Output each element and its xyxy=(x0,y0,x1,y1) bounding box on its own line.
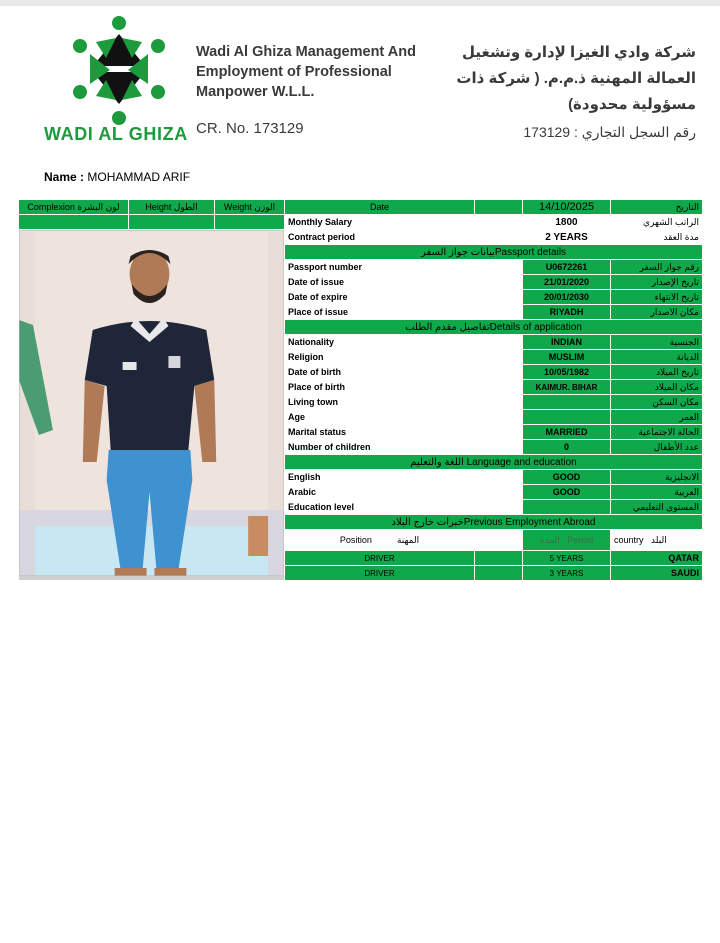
application-section-title: تفاصيل مقدم الطلبDetails of application xyxy=(285,320,703,335)
date-value: 14/10/2025 xyxy=(523,200,611,215)
dob-label: Date of birth xyxy=(285,365,475,380)
passport-section-title: بيانات جواز السفرPassport details xyxy=(285,245,703,260)
passport-number-label-ar: رقم جواز السفر xyxy=(611,260,703,275)
top-header-row xyxy=(19,200,703,215)
living-town-label: Living town xyxy=(285,395,475,410)
name-label: Name : xyxy=(44,170,85,184)
brand-wordmark: WADI AL GHIZA xyxy=(44,124,188,144)
application-form xyxy=(18,199,703,581)
date-label-ar: التاريخ xyxy=(611,200,703,215)
company-logo xyxy=(66,14,172,130)
place-of-issue-label-ar: مكان الاصدار xyxy=(611,305,703,320)
employment-position: DRIVER xyxy=(285,551,475,566)
living-town-value xyxy=(523,395,611,410)
nationality-value: INDIAN xyxy=(523,335,611,350)
passport-number-value: U0672261 xyxy=(523,260,611,275)
country-header-en: country xyxy=(614,534,644,545)
letterhead xyxy=(0,6,720,164)
contract-value: 2 YEARS xyxy=(523,230,611,245)
issue-date-label-ar: تاريخ الإصدار xyxy=(611,275,703,290)
employment-section-title: خبرات خارج البلادPrevious Employment Abroad xyxy=(285,515,703,530)
english-label-ar: الانجليزية xyxy=(611,470,703,485)
contract-label: Contract period xyxy=(285,230,475,245)
children-label: Number of children xyxy=(285,440,475,455)
height-header: Height الطول xyxy=(129,200,215,215)
passport-number-label: Passport number xyxy=(285,260,475,275)
expire-date-value: 20/01/2030 xyxy=(523,290,611,305)
employment-period: 3 YEARS xyxy=(523,566,611,581)
arabic-value: GOOD xyxy=(523,485,611,500)
age-label-ar: العمر xyxy=(611,410,703,425)
religion-label: Religion xyxy=(285,350,475,365)
pob-label: Place of birth xyxy=(285,380,475,395)
issue-date-label: Date of issue xyxy=(285,275,475,290)
complexion-header: Complexion لون البشرة xyxy=(19,200,129,215)
period-header xyxy=(523,530,611,551)
cr-number-ar: رقم السجل التجاري : 173129 xyxy=(523,124,696,140)
employment-country: QATAR xyxy=(611,551,703,566)
living-town-label-ar: مكان السكن xyxy=(611,395,703,410)
employment-position: DRIVER xyxy=(285,566,475,581)
employment-period: 5 YEARS xyxy=(523,551,611,566)
country-header xyxy=(611,530,703,551)
education-value xyxy=(523,500,611,515)
children-value: 0 xyxy=(523,440,611,455)
photo-cell xyxy=(19,230,285,581)
complexion-value xyxy=(19,215,129,230)
language-section-title: اللغة والتعليم Language and education xyxy=(285,455,703,470)
nationality-label: Nationality xyxy=(285,335,475,350)
period-header-en: Period xyxy=(567,534,594,545)
religion-label-ar: الديانة xyxy=(611,350,703,365)
position-header xyxy=(285,530,475,551)
religion-value: MUSLIM xyxy=(523,350,611,365)
children-label-ar: عدد الأطفال xyxy=(611,440,703,455)
height-value xyxy=(129,215,215,230)
marital-value: MARRIED xyxy=(523,425,611,440)
contract-row xyxy=(19,230,703,245)
salary-row xyxy=(19,215,703,230)
cr-number-en: CR. No. 173129 xyxy=(196,120,304,137)
company-name-ar: شركة وادي الغيزا لإدارة وتشغيل العمالة المهنية ذ.م.م. ( شركة ذات مسؤولية محدودة) xyxy=(456,44,696,113)
nationality-label-ar: الجنسية xyxy=(611,335,703,350)
education-label-ar: المستوى التعليمي xyxy=(611,500,703,515)
candidate-name: MOHAMMAD ARIF xyxy=(87,170,191,184)
english-label: English xyxy=(285,470,475,485)
weight-value xyxy=(215,215,285,230)
salary-value: 1800 xyxy=(523,215,611,230)
salary-label-ar: الراتب الشهري xyxy=(611,215,703,230)
period-header-ar: المدة xyxy=(539,534,560,545)
country-header-ar: البلد xyxy=(651,534,667,545)
expire-date-label-ar: تاريخ الانتهاء xyxy=(611,290,703,305)
salary-label: Monthly Salary xyxy=(285,215,475,230)
marital-label: Marital status xyxy=(285,425,475,440)
weight-header: Weight الوزن xyxy=(215,200,285,215)
pob-label-ar: مكان الميلاد xyxy=(611,380,703,395)
pob-value: KAIMUR. BIHAR xyxy=(523,380,611,395)
age-label: Age xyxy=(285,410,475,425)
expire-date-label: Date of expire xyxy=(285,290,475,305)
position-header-ar: المهنة xyxy=(396,534,420,545)
age-value xyxy=(523,410,611,425)
arabic-label: Arabic xyxy=(285,485,475,500)
marital-label-ar: الحالة الاجتماعية xyxy=(611,425,703,440)
arabic-label-ar: العربية xyxy=(611,485,703,500)
candidate-name-line xyxy=(44,170,190,184)
contract-label-ar: مدة العقد xyxy=(611,230,703,245)
candidate-photo xyxy=(19,230,284,576)
date-label: Date xyxy=(285,200,475,215)
place-of-issue-value: RIYADH xyxy=(523,305,611,320)
english-value: GOOD xyxy=(523,470,611,485)
issue-date-value: 21/01/2020 xyxy=(523,275,611,290)
employment-country: SAUDI xyxy=(611,566,703,581)
dob-value: 10/05/1982 xyxy=(523,365,611,380)
company-name-en: Wadi Al Ghiza Management And Employment of Professional Manpower W.L.L. xyxy=(196,44,416,100)
position-header-en: Position xyxy=(339,534,372,545)
education-label: Education level xyxy=(285,500,475,515)
dob-label-ar: تاريخ الميلاد xyxy=(611,365,703,380)
place-of-issue-label: Place of issue xyxy=(285,305,475,320)
